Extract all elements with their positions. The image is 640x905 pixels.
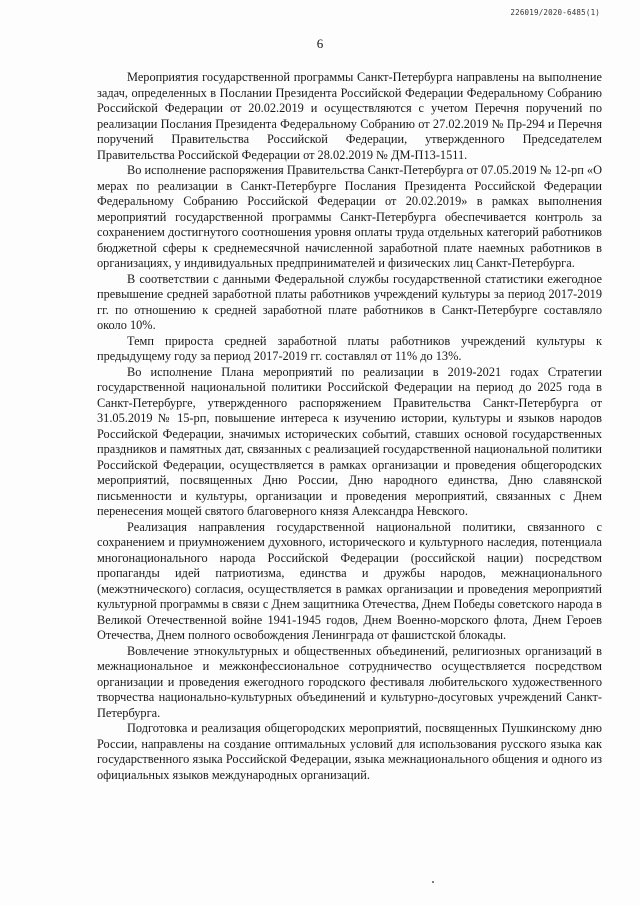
- paragraph: Мероприятия государственной программы Санкт-Петербурга направлены на выполнение задач, определенных в Послании Президента Российской Федерации Федеральному Собранию Российской Федерации от 20.02.2019 и осуществляются с учетом Перечня поручений по реализации Послания Президента Федеральному Собранию от 27.02.2019 № Пр-294 и Перечня поручений Правительства Российской Федерации, утвержденного Председателем Правительства Российской Федерации от 28.02.2019 № ДМ-П13-1511.: [97, 70, 602, 162]
- scan-artifact: [432, 881, 434, 883]
- paragraph: Подготовка и реализация общегородских мероприятий, посвященных Пушкинскому дню России, направлены на создание оптимальных условий для использования русского языка как государственного языка Российской Федерации, языка межнационального общения и одного из официальных языков международных организаций.: [97, 721, 602, 782]
- document-body: [97, 70, 602, 783]
- paragraph: Вовлечение этнокультурных и общественных объединений, религиозных организаций в межнациональное и межконфессиональное сотрудничество осуществляется посредством организации и проведения ежегодного городского фестиваля любительского художественного творчества национально-культурных объединений и культурно-досуговых учреждений Санкт-Петербурга.: [97, 643, 602, 720]
- paragraph: Во исполнение распоряжения Правительства Санкт-Петербурга от 07.05.2019 № 12-рп «О мерах по реализации в Санкт-Петербурге Послания Президента Российской Федерации Федеральному Собранию Российской Федерации от 20.02.2019» в рамках выполнения мероприятий государственной программы Санкт-Петербурга обеспечивается контроль за сохранением достигнутого соотношения уровня оплаты труда отдельных категорий работников бюджетной сферы к среднемесячной начисленной заработной плате наемных работников в организациях, у индивидуальных предпринимателей и физических лиц Санкт-Петербурга.: [97, 163, 602, 270]
- page-number: 6: [316, 36, 324, 51]
- paragraph: Реализация направления государственной национальной политики, связанного с сохранением и приумножением духовного, исторического и культурного наследия, потенциала многонационального народа Российской Федерации (российской нации) посредством пропаганды идей патриотизма, единства и дружбы народов, межнационального (межэтнического) согласия, осуществляется в рамках организации и проведения мероприятий культурной программы в связи с Днем защитника Отечества, Днем Победы советского народа в Великой Отечественной войне 1941-1945 годов, Днем Военно-морского флота, Днем Героев Отечества, Днем полного освобождения Ленинграда от фашистской блокады.: [97, 519, 602, 642]
- paragraph: В соответствии с данными Федеральной службы государственной статистики ежегодное превышение средней заработной платы работников учреждений культуры за период 2017-2019 гг. по отношению к средней заработной плате работников в Санкт-Петербурге составляло около 10%.: [97, 271, 602, 332]
- document-id: 226019/2020-6485(1): [510, 8, 600, 17]
- paragraph: Во исполнение Плана мероприятий по реализации в 2019-2021 годах Стратегии государственной национальной политики Российской Федерации на период до 2025 года в Санкт-Петербурге, утвержденного распоряжением Правительства Санкт-Петербурга от 31.05.2019 № 15-рп, повышение интереса к изучению истории, культуры и языков народов Российской Федерации, значимых исторических событий, ставших основой государственных праздников и памятных дат, связанных с реализацией государственной национальной политики Российской Федерации, осуществляется в рамках организации и проведения общегородских мероприятий, посвященных Дню России, Дню народного единства, Дню славянской письменности и культуры, организации и проведения мероприятий, связанных с Днем перенесения мощей святого благоверного князя Александра Невского.: [97, 364, 602, 518]
- paragraph: Темп прироста средней заработной платы работников учреждений культуры к предыдущему году за период 2017-2019 гг. составлял от 11% до 13%.: [97, 333, 602, 363]
